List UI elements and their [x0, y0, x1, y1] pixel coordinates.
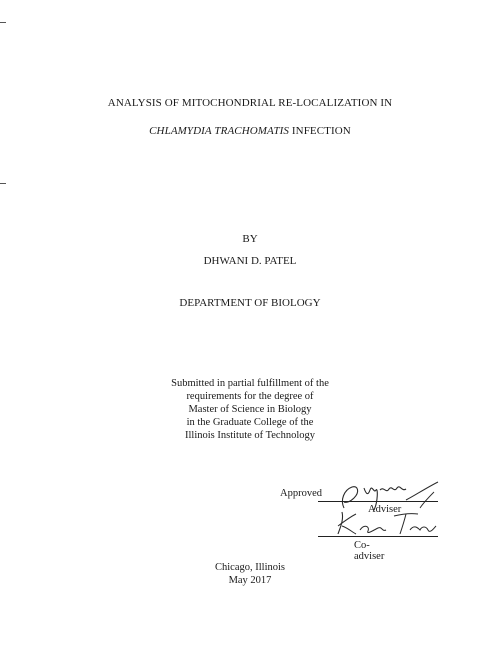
author-name: DHWANI D. PATEL	[203, 255, 297, 267]
scan-mark	[0, 22, 6, 23]
thesis-title-line-2	[0, 125, 500, 137]
scan-mark	[0, 183, 6, 184]
submission-line: requirements for the degree of	[186, 391, 314, 402]
co-adviser-signature	[330, 508, 442, 538]
title-text: INFECTION	[289, 125, 351, 137]
submission-line: Master of Science in Biology	[188, 404, 312, 415]
co-adviser-signature-line	[318, 536, 438, 537]
organism-name: CHLAMYDIA TRACHOMATIS	[149, 125, 290, 137]
co-adviser-label: Co-adviser	[354, 540, 385, 562]
submission-line: Submitted in partial fulfillment of the	[171, 378, 329, 389]
submission-line: Illinois Institute of Technology	[184, 430, 315, 441]
adviser-label: Adviser	[368, 504, 402, 515]
adviser-signature-line	[318, 501, 438, 502]
title-text: ANALYSIS OF MITOCHONDRIAL RE-LOCALIZATION IN	[107, 97, 393, 109]
submission-line: in the Graduate College of the	[186, 417, 314, 428]
submission-date: May 2017	[228, 575, 272, 586]
location: Chicago, Illinois	[215, 562, 285, 573]
department-name: DEPARTMENT OF BIOLOGY	[179, 297, 321, 309]
by-label: BY	[242, 233, 258, 245]
thesis-title-line-1	[0, 97, 500, 109]
approved-label: Approved	[280, 488, 322, 499]
